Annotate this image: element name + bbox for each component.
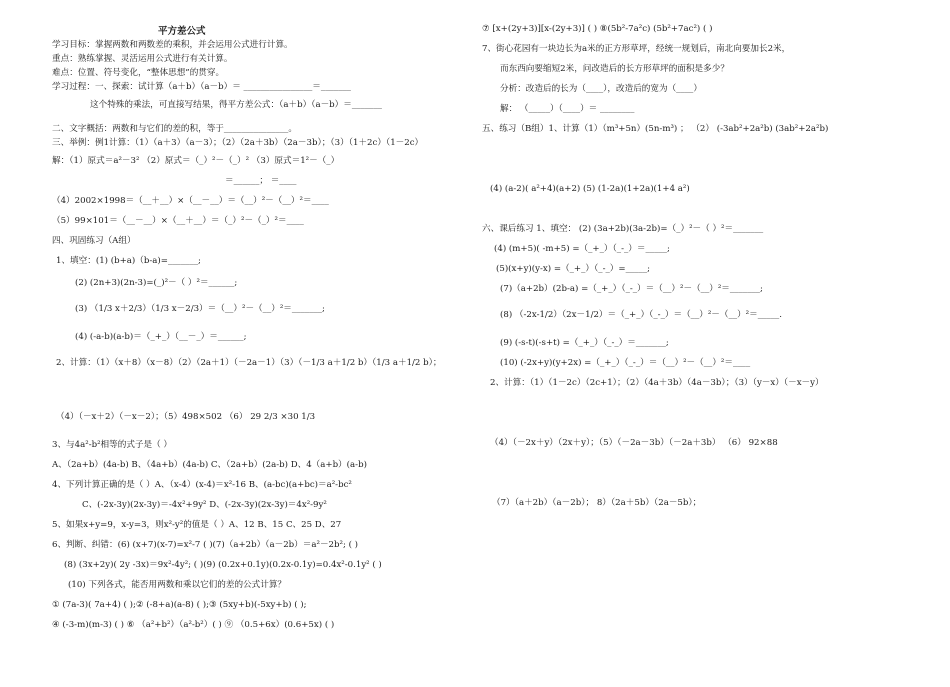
calc-2: 2、计算：（1）（x＋8）（x－8）（2）（2a＋1）（－2a－1）（3）（－1/3 a＋1/2 b）（1/3 a＋1/2 b）； (56, 358, 442, 368)
example-4: （4）2002×1998＝（__＋__）×（__－__）＝（__）²－（__）²＝____ (52, 196, 329, 206)
right-column (470, 0, 950, 687)
right-line-15: 2、计算：（1）（1－2c）（2c+1）；（2）（4a＋3b）（4a－3b）；（3）（y－x）（－x－y） (490, 378, 824, 388)
right-line-10: (5)(x+y)(y-x) =（_+_）（_-_）=_____; (496, 264, 650, 274)
fill-2: (2) (2n+3)(2n-3)=(_)²－（ ）²＝______; (75, 278, 238, 288)
right-line-1: ⑦ [x+(2y+3)][x-(2y+3)] ( ) ⑧(5b²-7a²c) (5b²+7ac²) ( ) (482, 24, 713, 34)
right-line-17: （7）（a＋2b）（a－2b）； 8）（2a＋5b）（2a－5b）； (492, 498, 702, 508)
example-5: （5）99×101＝（__－__）×（__＋__）＝（_）²－（_）²＝____ (52, 216, 304, 226)
question-6d: ① (7a-3)( 7a+4) ( );② (-8+a)(a-8) ( );③ (5xy+b)(-5xy+b) ( ); (52, 600, 307, 610)
right-line-11: (7)（a+2b）(2b-a) =（_+_）（_-_）＝（__）²－（__）²＝_______; (500, 284, 763, 294)
learning-goal: 学习目标：掌握两数和两数差的乘积，并会运用公式进行计算。 (52, 40, 293, 50)
left-column (0, 0, 470, 687)
formula-statement: 这个特殊的乘法，可直接写结果，得平方差公式：（a＋b）（a－b）＝_______ (90, 100, 382, 110)
question-3: 3、与4a²-b²相等的式子是（ ） (52, 440, 173, 450)
calc-2b: （4）（－x＋2）（－x－2）；（5）498×502 （6） 29 2/3 ×30 1/3 (56, 412, 316, 422)
question-4: 4、下列计算正确的是（ ）A、（x-4）(x-4)＝x²-16 B、(a-bc)(a+bc)＝a²-bc² (52, 480, 352, 490)
right-line-14: (10) (-2x+y)(y+2x) =（_+_）（_-_）＝（__）²－（__）²＝____ (500, 358, 751, 368)
question-6e: ④ (-3-m)(m-3) ( ) ⑥ （a²+b²）（a²-b²）( ) ⑨ （0.5+6x）(0.6+5x) ( ) (52, 620, 335, 630)
key-point: 重点：熟练掌握、灵活运用公式进行有关计算。 (52, 54, 233, 64)
right-line-5: 解： （_____）（____）＝ ________ (500, 104, 635, 114)
fill-1: 1、填空：(1) (b+a)（b-a)=_______; (56, 256, 201, 266)
difficult-point: 难点：位置、符号变化，“整体思想”的贯穿。 (52, 68, 225, 78)
right-line-8: 六、课后练习 1、填空： (2) (3a+2b)(3a-2b)=（_）²－（ ）²＝_______ (482, 224, 764, 234)
right-line-16: （4）（－2x＋y）（2x＋y）；（5）（－2a－3b）（－2a＋3b） （6） 92×88 (490, 438, 778, 448)
question-3-options: A、（2a+b）(4a-b) B、（4a+b）(4a-b) C、（2a+b）(2a-b) D、4（a+b）(a-b) (52, 460, 367, 470)
question-4-options: C、(-2x-3y)(2x-3y)＝-4x²+9y² D、(-2x-3y)(2x-3y)＝4x²-9y² (82, 500, 327, 510)
right-line-3: 而东西向要缩短2米，问改造后的长方形草坪的面积是多少？ (500, 64, 729, 74)
question-5: 5、如果x+y=9，x-y=3，则x²-y²的值是（ ）A、12 B、15 C、25 D、27 (52, 520, 342, 530)
section-two: 二、文字概括：两数和与它们的差的积，等于_______________。 (52, 124, 297, 134)
section-four: 四、巩固练习（A组） (52, 236, 136, 246)
question-6: 6、判断、纠错：(6) (x+7)(x-7)=x²-7 ( )(7)（a+2b）（a－2b）＝a²－2b²; ( ) (52, 540, 359, 550)
right-line-12: (8) （-2x-1/2）（2x－1/2）＝（_+_）（_-_）＝（__）²－（__）²＝_____. (500, 310, 782, 320)
worksheet-title: 平方差公式 (158, 26, 206, 37)
fill-3: (3) （1/3 x＋2/3）（1/3 x－2/3）＝（__）²－（__）²＝_______; (75, 304, 325, 314)
learning-process: 学习过程：一、探索：试计算（a＋b）（a－b）＝ ________________＝_______ (52, 82, 351, 92)
question-6b: (8) (3x+2y)( 2y -3x)＝9x²-4y²; ( )(9) (0.2x+0.1y)(0.2x-0.1y)=0.4x²-0.1y² ( ) (64, 560, 382, 570)
right-line-7: (4) (a-2)( a²+4)(a+2) (5) (1-2a)(1+2a)(1+4 a²) (490, 184, 690, 194)
solution-line-2: ＝______； ＝____ (225, 176, 297, 186)
right-line-6: 五、练习（B组）1、计算（1）（m³+5n）(5n-m³) ； （2） (-3ab²+2a²b) (3ab²+2a²b) (482, 124, 829, 134)
right-line-2: 7、街心花园有一块边长为a米的正方形草坪，经统一规划后，南北向要加长2米， (482, 44, 791, 54)
right-line-9: (4) (m+5)( -m+5) =（_+_）（_-_）＝_____; (494, 244, 670, 254)
question-6c: (10) 下列各式，能否用两数和乘以它们的差的公式计算？ (68, 580, 287, 590)
solution-line: 解：（1）原式＝a²－3² （2）原式＝（_）²－（_）² （3）原式＝1²－（_） (52, 156, 340, 166)
fill-4: (4) (-a-b)(a-b)＝（_+_）（__－_）＝______; (75, 332, 247, 342)
right-line-13: (9) (-s-t)(-s+t) =（_+_）（_-_）＝_______; (500, 338, 669, 348)
right-line-4: 分析：改造后的长为（____），改造后的宽为（____） (500, 84, 702, 94)
section-three: 三、举例：例1计算：（1）（a＋3）（a－3）；（2）（2a＋3b）（2a－3b）；（3）（1＋2c）（1－2c） (52, 138, 424, 148)
